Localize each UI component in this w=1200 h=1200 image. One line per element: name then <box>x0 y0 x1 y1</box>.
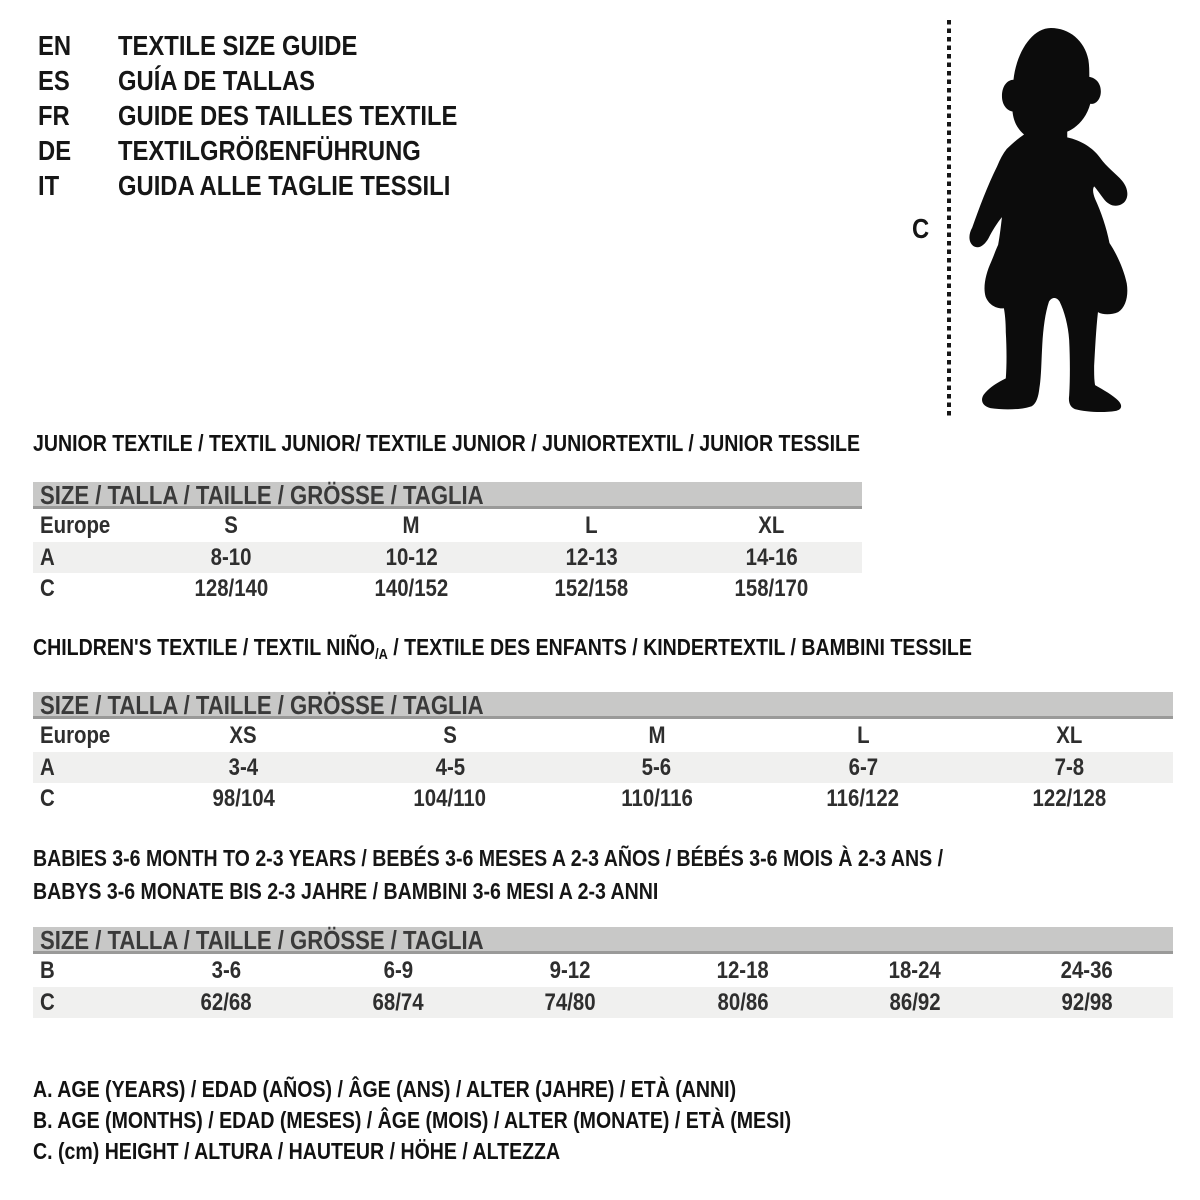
language-header <box>38 28 517 203</box>
measurement-legend <box>33 1074 1173 1167</box>
nino-a-subscript: /A <box>375 646 388 663</box>
babies-row-height-cm: C 62/68 68/74 74/80 80/86 86/92 92/98 <box>33 987 1173 1018</box>
babies-size-table-header: SIZE / TALLA / TAILLE / GRÖSSE / TAGLIA <box>33 927 1173 954</box>
lang-label-fr: GUIDE DES TAILLES TEXTILE <box>118 99 458 131</box>
junior-size-table <box>33 482 862 604</box>
height-measure-label: C <box>912 213 930 244</box>
row-label: C <box>40 988 55 1016</box>
babies-size-table <box>33 927 1173 1018</box>
lang-code-en: EN <box>38 29 72 61</box>
lang-label-it: GUIDA ALLE TAGLIE TESSILI <box>118 169 451 201</box>
lang-row-es <box>38 63 517 98</box>
junior-size-table-header: SIZE / TALLA / TAILLE / GRÖSSE / TAGLIA <box>33 482 862 509</box>
lang-label-en: TEXTILE SIZE GUIDE <box>118 29 358 61</box>
lang-code-fr: FR <box>38 99 70 131</box>
legend-line-a: A. AGE (YEARS) / EDAD (AÑOS) / ÂGE (ANS) / ALTER (JAHRE) / ETÀ (ANNI) <box>33 1076 737 1102</box>
lang-row-it <box>38 168 517 203</box>
children-row-age-years: A 3-4 4-5 5-6 6-7 7-8 <box>33 752 1173 783</box>
babies-row-age-months: B 3-6 6-9 9-12 12-18 18-24 24-36 <box>40 956 1113 984</box>
row-label: A <box>40 543 55 571</box>
height-measure-dotted-line <box>947 20 951 416</box>
section-babies-textile <box>33 842 1173 1018</box>
row-label: C <box>40 574 55 602</box>
tables-content <box>33 430 1173 1167</box>
row-label: Europe <box>40 511 111 539</box>
section-childrens-textile <box>33 634 1173 814</box>
babies-section-title-line1: BABIES 3-6 MONTH TO 2-3 YEARS / BEBÉS 3-6 MESES A 2-3 AÑOS / BÉBÉS 3-6 MOIS À 2-3 ANS / <box>33 845 944 871</box>
section-junior-textile <box>33 430 1173 604</box>
childrens-size-table <box>33 692 1173 814</box>
children-row-height-cm: C 98/104 104/110 110/116 116/122 122/128 <box>40 784 1107 812</box>
junior-row-height-cm: C 128/140 140/152 152/158 158/170 <box>40 574 809 602</box>
row-label: C <box>40 784 55 812</box>
junior-row-europe: Europe S M L XL <box>40 511 785 539</box>
row-label: Europe <box>40 721 111 749</box>
childrens-size-table-header: SIZE / TALLA / TAILLE / GRÖSSE / TAGLIA <box>33 692 1173 719</box>
lang-label-es: GUÍA DE TALLAS <box>118 64 316 96</box>
legend-line-b: B. AGE (MONTHS) / EDAD (MESES) / ÂGE (MOIS) / ALTER (MONATE) / ETÀ (MESI) <box>33 1107 792 1133</box>
junior-section-title: JUNIOR TEXTILE / TEXTIL JUNIOR/ TEXTILE JUNIOR / JUNIORTEXTIL / JUNIOR TESSILE <box>33 430 861 456</box>
toddler-silhouette-image <box>953 12 1145 426</box>
lang-row-fr <box>38 98 517 133</box>
babies-section-title-line2: BABYS 3-6 MONATE BIS 2-3 JAHRE / BAMBINI 3-6 MESI A 2-3 ANNI <box>33 878 659 904</box>
lang-code-de: DE <box>38 134 72 166</box>
lang-row-en <box>38 28 517 63</box>
lang-code-es: ES <box>38 64 70 96</box>
lang-label-de: TEXTILGRÖßENFÜHRUNG <box>118 134 421 166</box>
lang-code-it: IT <box>38 169 60 201</box>
children-row-europe: Europe XS S M L XL <box>40 721 1083 749</box>
lang-row-de <box>38 133 517 168</box>
childrens-section-title: CHILDREN'S TEXTILE / TEXTIL NIÑO/A / TEXTILE DES ENFANTS / KINDERTEXTIL / BAMBINI TESSILE <box>33 634 972 663</box>
row-label: A <box>40 753 55 781</box>
junior-row-age-years: A 8-10 10-12 12-13 14-16 <box>33 542 862 573</box>
legend-line-c: C. (cm) HEIGHT / ALTURA / HAUTEUR / HÖHE / ALTEZZA <box>33 1138 561 1164</box>
row-label: B <box>40 956 55 984</box>
